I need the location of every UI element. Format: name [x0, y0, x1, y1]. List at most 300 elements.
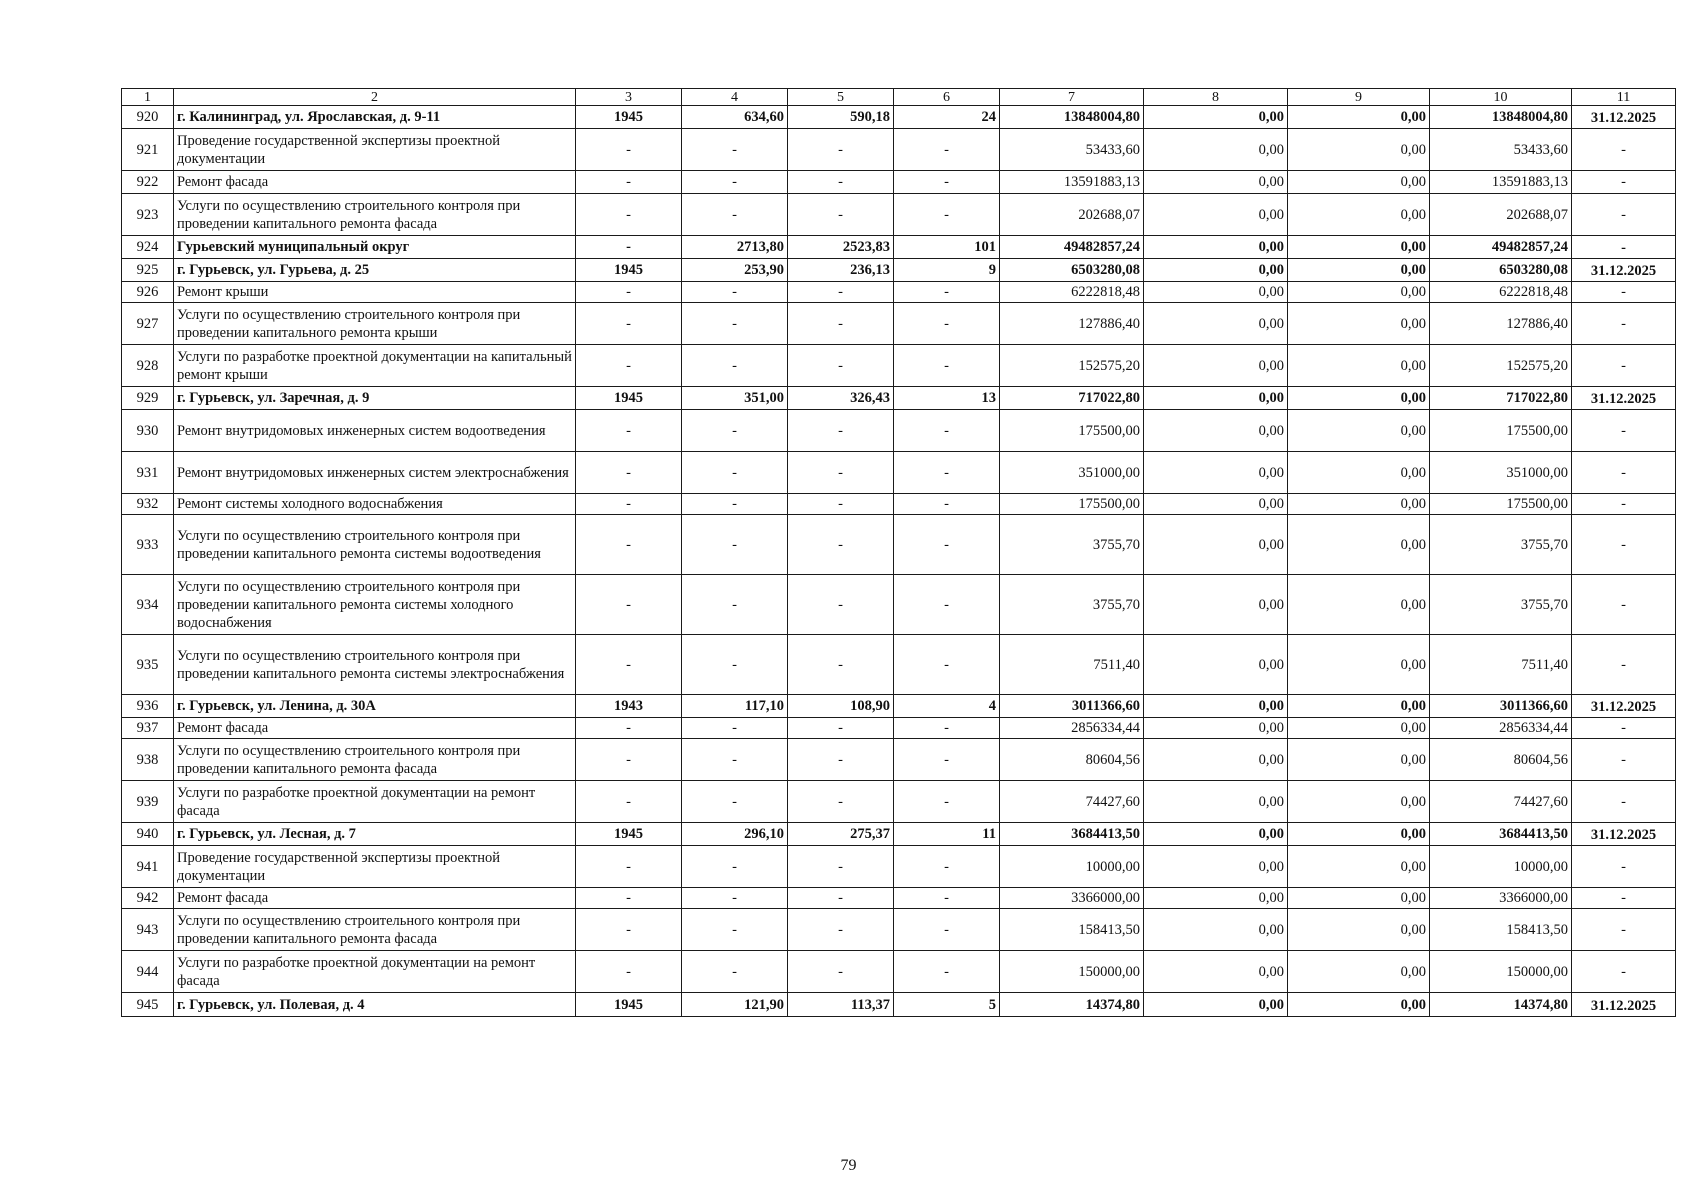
- cell-col-10: 152575,20: [1430, 345, 1572, 387]
- cell-col-4: -: [682, 575, 788, 635]
- cell-col-6: -: [894, 194, 1000, 236]
- row-number-cell: 925: [122, 259, 174, 282]
- cell-col-8: 0,00: [1144, 635, 1288, 695]
- cell-col-7: 152575,20: [1000, 345, 1144, 387]
- cell-col-9: 0,00: [1288, 846, 1430, 888]
- item-name-cell: Услуги по разработке проектной документации на ремонт фасада: [174, 781, 576, 823]
- table-body: [122, 89, 1676, 1017]
- cell-col-9: 0,00: [1288, 345, 1430, 387]
- table-row: [122, 909, 1676, 951]
- cell-col-6: -: [894, 635, 1000, 695]
- cell-col-10: 202688,07: [1430, 194, 1572, 236]
- cell-col-10: 13848004,80: [1430, 106, 1572, 129]
- cell-col-9: 0,00: [1288, 387, 1430, 410]
- column-header: 6: [894, 89, 1000, 106]
- cell-col-7: 6222818,48: [1000, 282, 1144, 303]
- item-name-cell: Услуги по осуществлению строительного контроля при проведении капитального ремонта системы электроснабжения: [174, 635, 576, 695]
- cell-col-5: 275,37: [788, 823, 894, 846]
- cell-col-3: -: [576, 909, 682, 951]
- cell-col-10: 3011366,60: [1430, 695, 1572, 718]
- cell-col-8: 0,00: [1144, 993, 1288, 1017]
- cell-col-6: 11: [894, 823, 1000, 846]
- cell-col-6: -: [894, 846, 1000, 888]
- cell-col-3: -: [576, 575, 682, 635]
- cell-col-11: -: [1572, 171, 1676, 194]
- cell-col-9: 0,00: [1288, 171, 1430, 194]
- cell-col-5: 113,37: [788, 993, 894, 1017]
- cell-col-5: -: [788, 909, 894, 951]
- cell-col-6: -: [894, 951, 1000, 993]
- cell-col-6: -: [894, 452, 1000, 494]
- column-header: 5: [788, 89, 894, 106]
- table-row: [122, 888, 1676, 909]
- cell-col-7: 80604,56: [1000, 739, 1144, 781]
- item-name-cell: г. Гурьевск, ул. Полевая, д. 4: [174, 993, 576, 1017]
- cell-col-4: 253,90: [682, 259, 788, 282]
- cell-col-9: 0,00: [1288, 695, 1430, 718]
- cell-col-10: 53433,60: [1430, 129, 1572, 171]
- cell-col-8: 0,00: [1144, 888, 1288, 909]
- cell-col-10: 14374,80: [1430, 993, 1572, 1017]
- column-header: 7: [1000, 89, 1144, 106]
- cell-col-10: 10000,00: [1430, 846, 1572, 888]
- page-number: 79: [840, 1157, 857, 1174]
- cell-col-7: 158413,50: [1000, 909, 1144, 951]
- cell-col-11: -: [1572, 575, 1676, 635]
- cell-col-8: 0,00: [1144, 282, 1288, 303]
- cell-col-9: 0,00: [1288, 129, 1430, 171]
- column-header: 2: [174, 89, 576, 106]
- cell-col-9: 0,00: [1288, 494, 1430, 515]
- cell-col-8: 0,00: [1144, 259, 1288, 282]
- cell-col-6: -: [894, 888, 1000, 909]
- table-row: [122, 951, 1676, 993]
- item-name-cell: Ремонт внутридомовых инженерных систем водоотведения: [174, 410, 576, 452]
- cell-col-11: -: [1572, 909, 1676, 951]
- cell-col-11: -: [1572, 236, 1676, 259]
- cell-col-4: 351,00: [682, 387, 788, 410]
- cell-col-6: 4: [894, 695, 1000, 718]
- row-number-cell: 923: [122, 194, 174, 236]
- row-number-cell: 922: [122, 171, 174, 194]
- item-name-cell: Услуги по осуществлению строительного контроля при проведении капитального ремонта системы холодного водоснабжения: [174, 575, 576, 635]
- cell-col-5: -: [788, 781, 894, 823]
- cell-col-3: -: [576, 951, 682, 993]
- cell-col-11: -: [1572, 515, 1676, 575]
- cell-col-8: 0,00: [1144, 452, 1288, 494]
- cell-col-11: -: [1572, 194, 1676, 236]
- cell-col-4: 2713,80: [682, 236, 788, 259]
- cell-col-11: -: [1572, 846, 1676, 888]
- cell-col-6: -: [894, 515, 1000, 575]
- cell-col-8: 0,00: [1144, 129, 1288, 171]
- item-name-cell: г. Гурьевск, ул. Ленина, д. 30А: [174, 695, 576, 718]
- row-number-cell: 939: [122, 781, 174, 823]
- item-name-cell: Гурьевский муниципальный округ: [174, 236, 576, 259]
- cell-col-5: 590,18: [788, 106, 894, 129]
- cell-col-6: -: [894, 345, 1000, 387]
- cell-col-8: 0,00: [1144, 303, 1288, 345]
- cell-col-7: 13848004,80: [1000, 106, 1144, 129]
- cell-col-4: -: [682, 718, 788, 739]
- cell-col-6: -: [894, 718, 1000, 739]
- row-number-cell: 924: [122, 236, 174, 259]
- cell-col-10: 158413,50: [1430, 909, 1572, 951]
- row-number-cell: 932: [122, 494, 174, 515]
- item-name-cell: Услуги по осуществлению строительного контроля при проведении капитального ремонта фасада: [174, 194, 576, 236]
- cell-col-7: 3011366,60: [1000, 695, 1144, 718]
- cell-col-9: 0,00: [1288, 635, 1430, 695]
- cell-col-7: 2856334,44: [1000, 718, 1144, 739]
- row-number-cell: 938: [122, 739, 174, 781]
- cell-col-6: -: [894, 303, 1000, 345]
- column-header: 9: [1288, 89, 1430, 106]
- cell-col-7: 49482857,24: [1000, 236, 1144, 259]
- cell-col-7: 127886,40: [1000, 303, 1144, 345]
- cell-col-4: -: [682, 635, 788, 695]
- cell-col-3: -: [576, 635, 682, 695]
- cell-col-4: -: [682, 846, 788, 888]
- table-row: [122, 718, 1676, 739]
- cell-col-9: 0,00: [1288, 194, 1430, 236]
- table-row: [122, 410, 1676, 452]
- cell-col-5: -: [788, 129, 894, 171]
- cell-col-8: 0,00: [1144, 718, 1288, 739]
- row-number-cell: 921: [122, 129, 174, 171]
- cell-col-5: -: [788, 194, 894, 236]
- cell-col-9: 0,00: [1288, 993, 1430, 1017]
- cell-col-10: 49482857,24: [1430, 236, 1572, 259]
- cell-col-6: 101: [894, 236, 1000, 259]
- cell-col-11: 31.12.2025: [1572, 387, 1676, 410]
- cell-col-5: -: [788, 171, 894, 194]
- table-row-group: [122, 106, 1676, 129]
- table-row: [122, 494, 1676, 515]
- cell-col-5: -: [788, 494, 894, 515]
- cell-col-8: 0,00: [1144, 345, 1288, 387]
- table-row-group: [122, 259, 1676, 282]
- cell-col-3: -: [576, 345, 682, 387]
- item-name-cell: Услуги по разработке проектной документации на капитальный ремонт крыши: [174, 345, 576, 387]
- cell-col-6: -: [894, 781, 1000, 823]
- row-number-cell: 936: [122, 695, 174, 718]
- cell-col-4: -: [682, 410, 788, 452]
- cell-col-4: 296,10: [682, 823, 788, 846]
- cell-col-6: -: [894, 575, 1000, 635]
- item-name-cell: Ремонт фасада: [174, 718, 576, 739]
- cell-col-5: -: [788, 718, 894, 739]
- cell-col-3: -: [576, 494, 682, 515]
- cell-col-4: 121,90: [682, 993, 788, 1017]
- cell-col-4: -: [682, 888, 788, 909]
- cell-col-11: -: [1572, 129, 1676, 171]
- row-number-cell: 941: [122, 846, 174, 888]
- column-header: 3: [576, 89, 682, 106]
- table-row: [122, 194, 1676, 236]
- cell-col-4: -: [682, 452, 788, 494]
- cell-col-10: 80604,56: [1430, 739, 1572, 781]
- item-name-cell: г. Гурьевск, ул. Заречная, д. 9: [174, 387, 576, 410]
- cell-col-7: 202688,07: [1000, 194, 1144, 236]
- cell-col-9: 0,00: [1288, 909, 1430, 951]
- table-row: [122, 846, 1676, 888]
- table-row: [122, 171, 1676, 194]
- cell-col-7: 175500,00: [1000, 410, 1144, 452]
- cell-col-10: 3684413,50: [1430, 823, 1572, 846]
- cell-col-7: 7511,40: [1000, 635, 1144, 695]
- column-header: 11: [1572, 89, 1676, 106]
- cell-col-8: 0,00: [1144, 695, 1288, 718]
- row-number-cell: 942: [122, 888, 174, 909]
- cell-col-7: 3684413,50: [1000, 823, 1144, 846]
- cell-col-7: 175500,00: [1000, 494, 1144, 515]
- cell-col-4: -: [682, 171, 788, 194]
- cell-col-5: -: [788, 888, 894, 909]
- cell-col-3: -: [576, 194, 682, 236]
- cell-col-11: -: [1572, 781, 1676, 823]
- cell-col-9: 0,00: [1288, 739, 1430, 781]
- item-name-cell: г. Гурьевск, ул. Лесная, д. 7: [174, 823, 576, 846]
- cell-col-8: 0,00: [1144, 781, 1288, 823]
- cell-col-5: -: [788, 951, 894, 993]
- cell-col-10: 351000,00: [1430, 452, 1572, 494]
- cell-col-10: 13591883,13: [1430, 171, 1572, 194]
- cell-col-3: -: [576, 739, 682, 781]
- cell-col-4: 634,60: [682, 106, 788, 129]
- cell-col-7: 3366000,00: [1000, 888, 1144, 909]
- cell-col-7: 717022,80: [1000, 387, 1144, 410]
- cell-col-7: 3755,70: [1000, 515, 1144, 575]
- cell-col-4: -: [682, 345, 788, 387]
- cell-col-6: 5: [894, 993, 1000, 1017]
- cell-col-5: -: [788, 303, 894, 345]
- cell-col-10: 3755,70: [1430, 575, 1572, 635]
- cell-col-3: -: [576, 718, 682, 739]
- cell-col-3: 1945: [576, 106, 682, 129]
- cell-col-7: 10000,00: [1000, 846, 1144, 888]
- column-header: 4: [682, 89, 788, 106]
- row-number-cell: 931: [122, 452, 174, 494]
- cell-col-9: 0,00: [1288, 106, 1430, 129]
- cell-col-6: -: [894, 410, 1000, 452]
- cell-col-3: 1945: [576, 993, 682, 1017]
- cell-col-10: 6222818,48: [1430, 282, 1572, 303]
- row-number-cell: 940: [122, 823, 174, 846]
- cell-col-11: 31.12.2025: [1572, 106, 1676, 129]
- cell-col-10: 175500,00: [1430, 410, 1572, 452]
- table-row: [122, 635, 1676, 695]
- cell-col-11: -: [1572, 888, 1676, 909]
- cell-col-11: 31.12.2025: [1572, 823, 1676, 846]
- cell-col-3: -: [576, 846, 682, 888]
- row-number-cell: 930: [122, 410, 174, 452]
- row-number-cell: 934: [122, 575, 174, 635]
- cell-col-8: 0,00: [1144, 236, 1288, 259]
- cell-col-8: 0,00: [1144, 739, 1288, 781]
- table-row-group: [122, 993, 1676, 1017]
- item-name-cell: г. Калининград, ул. Ярославская, д. 9-11: [174, 106, 576, 129]
- cell-col-10: 6503280,08: [1430, 259, 1572, 282]
- cell-col-8: 0,00: [1144, 515, 1288, 575]
- row-number-cell: 928: [122, 345, 174, 387]
- item-name-cell: Ремонт фасада: [174, 171, 576, 194]
- cell-col-6: -: [894, 129, 1000, 171]
- cell-col-5: -: [788, 410, 894, 452]
- cell-col-5: -: [788, 846, 894, 888]
- cell-col-5: -: [788, 739, 894, 781]
- cell-col-9: 0,00: [1288, 718, 1430, 739]
- cell-col-7: 53433,60: [1000, 129, 1144, 171]
- cell-col-8: 0,00: [1144, 410, 1288, 452]
- row-number-cell: 935: [122, 635, 174, 695]
- column-header: 10: [1430, 89, 1572, 106]
- cell-col-5: 326,43: [788, 387, 894, 410]
- cell-col-10: 175500,00: [1430, 494, 1572, 515]
- cell-col-3: 1945: [576, 387, 682, 410]
- cell-col-10: 74427,60: [1430, 781, 1572, 823]
- cell-col-3: -: [576, 452, 682, 494]
- item-name-cell: Услуги по осуществлению строительного контроля при проведении капитального ремонта фасада: [174, 909, 576, 951]
- column-number-header-row: [122, 89, 1676, 106]
- cell-col-11: -: [1572, 739, 1676, 781]
- cell-col-9: 0,00: [1288, 575, 1430, 635]
- cell-col-4: -: [682, 494, 788, 515]
- row-number-cell: 929: [122, 387, 174, 410]
- cell-col-6: -: [894, 494, 1000, 515]
- row-number-cell: 933: [122, 515, 174, 575]
- table-row: [122, 575, 1676, 635]
- item-name-cell: Ремонт крыши: [174, 282, 576, 303]
- cell-col-5: -: [788, 515, 894, 575]
- cell-col-5: 236,13: [788, 259, 894, 282]
- cell-col-11: -: [1572, 345, 1676, 387]
- table-row: [122, 781, 1676, 823]
- cell-col-3: -: [576, 888, 682, 909]
- cell-col-9: 0,00: [1288, 951, 1430, 993]
- row-number-cell: 926: [122, 282, 174, 303]
- cell-col-8: 0,00: [1144, 951, 1288, 993]
- cell-col-3: -: [576, 236, 682, 259]
- row-number-cell: 920: [122, 106, 174, 129]
- cell-col-9: 0,00: [1288, 236, 1430, 259]
- cell-col-3: -: [576, 410, 682, 452]
- cell-col-4: -: [682, 515, 788, 575]
- cell-col-8: 0,00: [1144, 106, 1288, 129]
- cell-col-7: 14374,80: [1000, 993, 1144, 1017]
- cell-col-8: 0,00: [1144, 909, 1288, 951]
- cell-col-3: -: [576, 781, 682, 823]
- row-number-cell: 937: [122, 718, 174, 739]
- cell-col-8: 0,00: [1144, 387, 1288, 410]
- item-name-cell: Проведение государственной экспертизы проектной документации: [174, 846, 576, 888]
- cell-col-11: -: [1572, 303, 1676, 345]
- cell-col-11: -: [1572, 718, 1676, 739]
- cell-col-10: 3755,70: [1430, 515, 1572, 575]
- item-name-cell: Проведение государственной экспертизы проектной документации: [174, 129, 576, 171]
- row-number-cell: 944: [122, 951, 174, 993]
- table-row-group: [122, 236, 1676, 259]
- cell-col-9: 0,00: [1288, 823, 1430, 846]
- cell-col-7: 150000,00: [1000, 951, 1144, 993]
- cell-col-9: 0,00: [1288, 888, 1430, 909]
- cell-col-9: 0,00: [1288, 515, 1430, 575]
- cell-col-9: 0,00: [1288, 259, 1430, 282]
- cell-col-8: 0,00: [1144, 846, 1288, 888]
- cell-col-11: -: [1572, 410, 1676, 452]
- item-name-cell: Услуги по разработке проектной документации на ремонт фасада: [174, 951, 576, 993]
- cell-col-11: -: [1572, 452, 1676, 494]
- item-name-cell: Услуги по осуществлению строительного контроля при проведении капитального ремонта системы водоотведения: [174, 515, 576, 575]
- table-row: [122, 515, 1676, 575]
- row-number-cell: 943: [122, 909, 174, 951]
- repair-program-table: [121, 88, 1676, 1017]
- table-row-group: [122, 695, 1676, 718]
- table-row: [122, 452, 1676, 494]
- cell-col-8: 0,00: [1144, 171, 1288, 194]
- cell-col-8: 0,00: [1144, 194, 1288, 236]
- item-name-cell: Ремонт системы холодного водоснабжения: [174, 494, 576, 515]
- item-name-cell: г. Гурьевск, ул. Гурьева, д. 25: [174, 259, 576, 282]
- table-row-group: [122, 823, 1676, 846]
- cell-col-4: -: [682, 194, 788, 236]
- table-row: [122, 303, 1676, 345]
- cell-col-7: 3755,70: [1000, 575, 1144, 635]
- cell-col-4: -: [682, 129, 788, 171]
- cell-col-3: -: [576, 515, 682, 575]
- cell-col-6: -: [894, 909, 1000, 951]
- cell-col-10: 150000,00: [1430, 951, 1572, 993]
- cell-col-4: -: [682, 909, 788, 951]
- cell-col-4: -: [682, 303, 788, 345]
- cell-col-4: 117,10: [682, 695, 788, 718]
- cell-col-6: 24: [894, 106, 1000, 129]
- cell-col-6: -: [894, 171, 1000, 194]
- cell-col-10: 2856334,44: [1430, 718, 1572, 739]
- cell-col-5: -: [788, 282, 894, 303]
- cell-col-11: 31.12.2025: [1572, 695, 1676, 718]
- cell-col-9: 0,00: [1288, 781, 1430, 823]
- cell-col-7: 74427,60: [1000, 781, 1144, 823]
- cell-col-5: 108,90: [788, 695, 894, 718]
- cell-col-4: -: [682, 282, 788, 303]
- cell-col-10: 3366000,00: [1430, 888, 1572, 909]
- cell-col-3: -: [576, 129, 682, 171]
- table-row: [122, 282, 1676, 303]
- cell-col-8: 0,00: [1144, 823, 1288, 846]
- column-header: 8: [1144, 89, 1288, 106]
- cell-col-11: -: [1572, 635, 1676, 695]
- cell-col-4: -: [682, 951, 788, 993]
- table-row-group: [122, 387, 1676, 410]
- item-name-cell: Услуги по осуществлению строительного контроля при проведении капитального ремонта крыши: [174, 303, 576, 345]
- cell-col-5: -: [788, 635, 894, 695]
- cell-col-5: -: [788, 345, 894, 387]
- cell-col-3: 1945: [576, 259, 682, 282]
- cell-col-9: 0,00: [1288, 303, 1430, 345]
- document-sheet: [121, 88, 1659, 1017]
- cell-col-6: -: [894, 739, 1000, 781]
- cell-col-9: 0,00: [1288, 452, 1430, 494]
- table-row: [122, 739, 1676, 781]
- cell-col-3: -: [576, 171, 682, 194]
- cell-col-11: -: [1572, 282, 1676, 303]
- column-header: 1: [122, 89, 174, 106]
- item-name-cell: Услуги по осуществлению строительного контроля при проведении капитального ремонта фасада: [174, 739, 576, 781]
- table-row: [122, 129, 1676, 171]
- cell-col-6: 9: [894, 259, 1000, 282]
- cell-col-6: 13: [894, 387, 1000, 410]
- cell-col-7: 6503280,08: [1000, 259, 1144, 282]
